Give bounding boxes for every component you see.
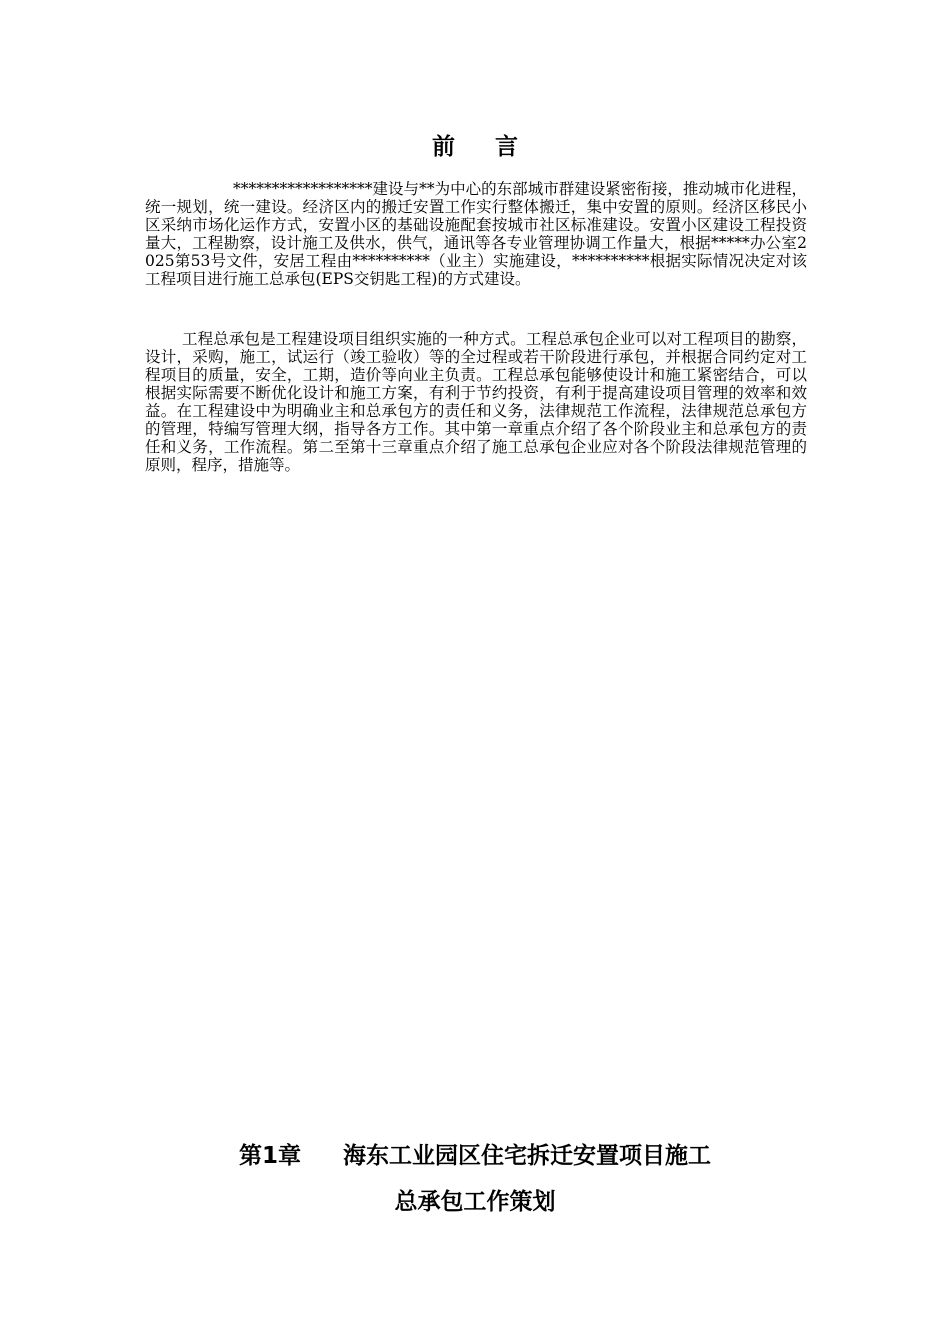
chapter-number: 第1章 <box>238 1143 301 1169</box>
preface-paragraph-1: ******************建设与**为中心的东部城市群建设紧密衔接，推动城市化进程，统一规划，统一建设。经济区内的搬迁安置工作实行整体搬迁，集中安置的原则。经济区移民小区采纳市场化运作方式，安置小区的基础设施配套按城市社区标准建设。安置小区建设工程投资量大，工程勘察，设计施工及供水，供气，通讯等各专业管理协调工作量大，根据*****办公室2025第53号文件，安居工程由**********（业主）实施建设，**********根据实际情况决定对该工程项目进行施工总承包(EPS交钥匙工程)的方式建设。 <box>145 180 807 288</box>
chapter-title-line1: 海东工业园区住宅拆迁安置项目施工 <box>343 1143 711 1169</box>
chapter-heading <box>0 1137 950 1170</box>
preface-paragraph-2: 工程总承包是工程建设项目组织实施的一种方式。工程总承包企业可以对工程项目的勘察，设计，采购，施工，试运行（竣工验收）等的全过程或若干阶段进行承包，并根据合同约定对工程项目的质量，安全，工期，造价等向业主负责。工程总承包能够使设计和施工紧密结合，可以根据实际需要不断优化设计和施工方案，有利于节约投资，有利于提高建设项目管理的效率和效益。在工程建设中为明确业主和总承包方的责任和义务，法律规范工作流程，法律规范总承包方的管理，特编写管理大纲，指导各方工作。其中第一章重点介绍了各个阶段业主和总承包方的责任和义务，工作流程。第二至第十三章重点介绍了施工总承包企业应对各个阶段法律规范管理的原则，程序，措施等。 <box>145 330 807 474</box>
preface-title: 前 言 <box>431 133 534 160</box>
chapter-title-line2: 总承包工作策划 <box>394 1189 556 1215</box>
